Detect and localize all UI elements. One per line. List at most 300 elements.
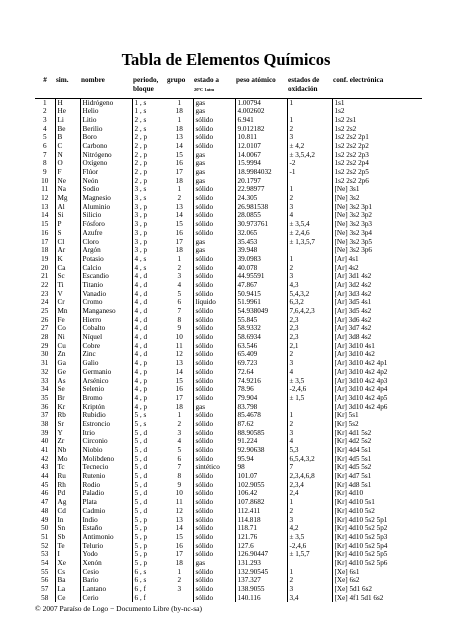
cell-electron-configuration: [Kr] 4d10 [332,489,422,498]
table-row [35,307,422,316]
cell-oxidation-states: 2,3,4 [287,481,332,490]
cell-electron-configuration: [Kr] 4d1 5s2 [332,429,422,438]
cell-number: 5 [42,133,47,142]
cell-state: gas [193,168,235,177]
cell-electron-configuration: [Ar] 3d10 4s2 4p1 [332,359,422,368]
cell-oxidation-states: 2 [287,576,332,585]
cell-atomic-weight: 79.904 [235,394,287,403]
cell-group: 11 [166,342,193,351]
cell-oxidation-states: 4 [287,211,332,220]
cell-group: 3 [166,585,193,594]
cell-group: 16 [166,385,193,394]
cell-number: 18 [41,246,49,255]
cell-atomic-weight: 54.938049 [235,307,287,316]
cell-name: Oxígeno [80,159,132,168]
cell-period-block: 4 , p [132,377,166,386]
cell-name: Yodo [80,550,132,559]
cell-symbol: Ga [55,359,80,368]
cell-symbol: Sc [55,272,80,281]
cell-symbol: Be [55,125,80,134]
cell-symbol: Nb [55,446,80,455]
cell-period-block: 5 , d [132,455,166,464]
cell-symbol: Ti [55,281,80,290]
cell-atomic-weight: 106.42 [235,489,287,498]
cell-period-block: 5 , d [132,446,166,455]
cell-number: 22 [41,280,49,289]
cell-group: 16 [166,542,193,551]
cell-state: gas [193,246,235,255]
table-row [35,385,422,394]
cell-atomic-weight: 51.9961 [235,298,287,307]
cell-atomic-weight: 138.9055 [235,585,287,594]
cell-state: sólido [193,472,235,481]
cell-oxidation-states: ± 1,3,5,7 [287,238,332,247]
cell-symbol: Si [55,211,80,220]
cell-symbol: Xe [55,559,80,568]
cell-symbol: Ar [55,246,80,255]
cell-group: 11 [166,498,193,507]
header-state-conditions: 20ºC 1atm [194,86,215,92]
cell-oxidation-states: 6,3,2 [287,298,332,307]
table-row [35,559,422,568]
cell-period-block: 4 , p [132,368,166,377]
cell-state: sólido [193,437,235,446]
cell-period-block: 4 , d [132,272,166,281]
cell-period-block: 2 , p [132,159,166,168]
table-row [35,498,422,507]
cell-symbol: Sr [55,420,80,429]
cell-name: Titanio [80,281,132,290]
cell-period-block: 4 , d [132,342,166,351]
cell-atomic-weight: 78.96 [235,385,287,394]
cell-name: Calcio [80,264,132,273]
cell-symbol: Cs [55,568,80,577]
cell-period-block: 4 , d [132,307,166,316]
cell-atomic-weight: 50.9415 [235,290,287,299]
cell-electron-configuration: [Ne] 3s2 3p6 [332,246,422,255]
cell-state: sólido [193,533,235,542]
cell-number: 6 [42,141,47,150]
cell-oxidation-states: ± 3,5 [287,533,332,542]
cell-oxidation-states: ± 4,2 [287,142,332,151]
cell-oxidation-states: 3 [287,203,332,212]
cell-group: 2 [166,420,193,429]
cell-electron-configuration: [Ne] 3s2 3p2 [332,211,422,220]
cell-name: Cobre [80,342,132,351]
cell-electron-configuration: [Ar] 3d2 4s2 [332,281,422,290]
cell-oxidation-states [287,107,332,116]
cell-period-block: 4 , d [132,290,166,299]
cell-number: 14 [41,211,49,220]
cell-group: 13 [166,516,193,525]
table-row [35,333,422,342]
cell-electron-configuration: [Kr] 4d10 5s2 5p2 [332,524,422,533]
cell-symbol: Tc [55,463,80,472]
cell-symbol: Ba [55,576,80,585]
cell-atomic-weight: 92.90638 [235,446,287,455]
cell-state: sólido [193,385,235,394]
cell-period-block: 5 , d [132,437,166,446]
cell-period-block: 4 , p [132,359,166,368]
cell-group: 17 [166,238,193,247]
cell-group: 13 [166,133,193,142]
table-row [35,238,422,247]
cell-period-block: 6 , f [132,594,166,603]
cell-number: 56 [41,576,49,585]
cell-number: 9 [42,168,47,176]
cell-symbol: Sn [55,524,80,533]
cell-atomic-weight: 102.9055 [235,481,287,490]
cell-name: Arsénico [80,377,132,386]
cell-electron-configuration: [Kr] 4d10 5s2 5p5 [332,550,422,559]
cell-symbol: V [55,290,80,299]
cell-state: líquido [193,298,235,307]
cell-period-block: 3 , p [132,229,166,238]
cell-atomic-weight: 140.116 [235,594,287,603]
cell-electron-configuration: [Kr] 4d4 5s1 [332,446,422,455]
cell-group: 18 [166,107,193,116]
cell-period-block: 4 , d [132,316,166,325]
cell-number: 47 [41,498,49,507]
cell-atomic-weight: 101.07 [235,472,287,481]
cell-symbol: C [55,142,80,151]
cell-electron-configuration: [Kr] 4d5 5s1 [332,455,422,464]
header-symbol: sim. [55,76,80,98]
cell-atomic-weight: 85.4678 [235,411,287,420]
cell-number: 53 [41,550,49,559]
table-row [35,394,422,403]
cell-electron-configuration: 1s2 2s2 2p5 [332,168,422,177]
cell-number: 29 [41,341,49,350]
cell-atomic-weight: 118.71 [235,524,287,533]
cell-name: Cromo [80,298,132,307]
cell-oxidation-states: 3 [287,585,332,594]
cell-name: Boro [80,133,132,142]
cell-state: sólido [193,272,235,281]
cell-symbol: S [55,229,80,238]
cell-group: 18 [166,559,193,568]
cell-symbol: Fe [55,316,80,325]
cell-symbol: Mn [55,307,80,316]
cell-state: sólido [193,255,235,264]
cell-name: Bario [80,576,132,585]
cell-state: sólido [193,394,235,403]
cell-symbol: Ne [55,177,80,186]
cell-period-block: 2 , p [132,151,166,160]
cell-atomic-weight: 127.6 [235,542,287,551]
cell-group: 13 [166,359,193,368]
cell-symbol: Ru [55,472,80,481]
table-row [35,576,422,585]
table-row [35,446,422,455]
cell-name: Rodio [80,481,132,490]
cell-atomic-weight: 72.64 [235,368,287,377]
cell-state: sólido [193,264,235,273]
cell-atomic-weight: 24.305 [235,194,287,203]
table-row [35,203,422,212]
cell-period-block: 3 , p [132,238,166,247]
table-row [35,568,422,577]
table-row [35,255,422,264]
cell-oxidation-states: 2,1 [287,342,332,351]
cell-group: 7 [166,463,193,472]
cell-symbol: Cu [55,342,80,351]
cell-period-block: 4 , d [132,281,166,290]
cell-oxidation-states: 2 [287,194,332,203]
cell-period-block: 2 , p [132,177,166,186]
cell-state: sólido [193,290,235,299]
cell-number: 13 [41,202,49,211]
cell-electron-configuration: [Kr] 5s1 [332,411,422,420]
cell-oxidation-states [287,246,332,255]
cell-electron-configuration: [Ar] 3d10 4s2 4p2 [332,368,422,377]
cell-electron-configuration: 1s2 2s2 2p6 [332,177,422,186]
cell-oxidation-states: 7 [287,463,332,472]
cell-electron-configuration: [Xe] 6s2 [332,576,422,585]
table-row [35,472,422,481]
cell-electron-configuration: [Ne] 3s2 3p3 [332,220,422,229]
table-row [35,107,422,116]
cell-symbol: Rh [55,481,80,490]
cell-number: 33 [41,376,49,385]
cell-symbol: Li [55,116,80,125]
cell-state: gas [193,159,235,168]
cell-name: Estaño [80,524,132,533]
cell-group: 12 [166,350,193,359]
cell-number: 37 [41,411,49,420]
cell-symbol: Sb [55,533,80,542]
cell-number: 43 [41,463,49,472]
cell-name: Rutenio [80,472,132,481]
cell-electron-configuration: [Ar] 4s2 [332,264,422,273]
cell-symbol: O [55,159,80,168]
cell-state: sólido [193,507,235,516]
cell-electron-configuration: [Kr] 4d10 5s2 5p4 [332,542,422,551]
cell-oxidation-states: 3 [287,359,332,368]
cell-oxidation-states: 4 [287,437,332,446]
cell-group: 8 [166,316,193,325]
cell-number: 1 [42,98,47,107]
cell-state: sólido [193,516,235,525]
cell-symbol: Ag [55,498,80,507]
cell-symbol: F [55,168,80,177]
cell-atomic-weight: 10.811 [235,133,287,142]
cell-period-block: 5 , p [132,516,166,525]
cell-period-block: 3 , p [132,220,166,229]
cell-period-block: 4 , p [132,394,166,403]
cell-number: 39 [41,428,49,437]
cell-name: Circonio [80,437,132,446]
cell-name: Vanadio [80,290,132,299]
table-row [35,533,422,542]
cell-state: sólido [193,342,235,351]
cell-symbol: Br [55,394,80,403]
table-row [35,185,422,194]
cell-group: 3 [166,429,193,438]
cell-atomic-weight: 14.0067 [235,151,287,160]
cell-atomic-weight: 74.9216 [235,377,287,386]
table-row [35,489,422,498]
cell-name: Cerio [80,594,132,603]
cell-name: Fósforo [80,220,132,229]
cell-name: Molibdeno [80,455,132,464]
cell-symbol: Ca [55,264,80,273]
cell-name: Litio [80,116,132,125]
cell-oxidation-states: 3,4 [287,594,332,603]
cell-oxidation-states: 1 [287,185,332,194]
cell-state: sólido [193,220,235,229]
cell-group: 2 [166,264,193,273]
cell-period-block: 5 , s [132,420,166,429]
cell-state: sólido [193,368,235,377]
cell-name: Helio [80,107,132,116]
cell-period-block: 5 , d [132,481,166,490]
cell-group: 13 [166,203,193,212]
cell-atomic-weight: 39.948 [235,246,287,255]
cell-oxidation-states: 2 [287,420,332,429]
table-row [35,516,422,525]
cell-state: sólido [193,576,235,585]
page-title: Tabla de Elementos Químicos [121,50,331,69]
cell-period-block: 3 , p [132,203,166,212]
cell-atomic-weight: 63.546 [235,342,287,351]
cell-symbol: Cl [55,238,80,247]
table-row [35,220,422,229]
cell-number: 10 [41,176,49,185]
table-row [35,524,422,533]
cell-atomic-weight: 131.293 [235,559,287,568]
header-oxidation-states: estados de oxidación [287,76,332,98]
cell-atomic-weight: 132.90545 [235,568,287,577]
elements-table-container [35,76,422,602]
table-row [35,542,422,551]
cell-state: sólido [193,316,235,325]
table-row [35,437,422,446]
cell-number: 49 [41,515,49,524]
cell-state: gas [193,98,235,107]
cell-period-block: 4 , d [132,298,166,307]
cell-state: sólido [193,125,235,134]
table-row [35,272,422,281]
table-row [35,463,422,472]
cell-electron-configuration: [Ar] 3d10 4s2 4p6 [332,403,422,412]
cell-oxidation-states [287,403,332,412]
cell-oxidation-states: 1 [287,411,332,420]
cell-oxidation-states: 2 [287,125,332,134]
cell-state: sólido [193,429,235,438]
cell-oxidation-states: ± 3,5,4,2 [287,151,332,160]
cell-state: sólido [193,211,235,220]
cell-atomic-weight: 121.76 [235,533,287,542]
cell-number: 55 [41,567,49,576]
cell-electron-configuration: 1s2 2s2 2p1 [332,133,422,142]
cell-electron-configuration: [Kr] 4d2 5s2 [332,437,422,446]
cell-period-block: 4 , d [132,324,166,333]
cell-name: Telurio [80,542,132,551]
table-row [35,177,422,186]
cell-name: Cadmio [80,507,132,516]
cell-number: 44 [41,472,49,481]
cell-name: Nitrógeno [80,151,132,160]
cell-oxidation-states: ± 3,5,4 [287,220,332,229]
cell-name: Manganeso [80,307,132,316]
cell-name: Itrio [80,429,132,438]
cell-electron-configuration: [Ne] 3s2 3p5 [332,238,422,247]
cell-number: 4 [42,124,47,133]
cell-state: sólido [193,359,235,368]
cell-period-block: 5 , p [132,542,166,551]
cell-period-block: 4 , d [132,333,166,342]
cell-period-block: 1 , s [132,107,166,116]
cell-group: 7 [166,307,193,316]
cell-name: Lantano [80,585,132,594]
cell-oxidation-states: 2,3,4,6,8 [287,472,332,481]
cell-oxidation-states: 1 [287,98,332,107]
cell-number: 52 [41,541,49,550]
cell-oxidation-states: -1 [287,168,332,177]
cell-oxidation-states: 2,3 [287,333,332,342]
table-row [35,281,422,290]
cell-state: sólido [193,203,235,212]
cell-electron-configuration: [Xe] 4f1 5d1 6s2 [332,594,422,603]
cell-group: 15 [166,377,193,386]
table-row [35,159,422,168]
cell-oxidation-states: 1 [287,255,332,264]
cell-name: Niobio [80,446,132,455]
cell-symbol: P [55,220,80,229]
cell-state: sólido [193,481,235,490]
cell-number: 28 [41,333,49,342]
cell-number: 51 [41,532,49,541]
header-state-label: estado a [194,76,219,84]
cell-oxidation-states: 1 [287,498,332,507]
header-group: grupo [166,76,193,98]
cell-symbol: Zn [55,350,80,359]
cell-period-block: 5 , p [132,550,166,559]
table-row [35,168,422,177]
cell-group: 9 [166,324,193,333]
cell-atomic-weight: 12.0107 [235,142,287,151]
cell-group: 18 [166,246,193,255]
cell-oxidation-states: 1 [287,568,332,577]
cell-symbol: Se [55,385,80,394]
cell-period-block: 3 , p [132,211,166,220]
cell-group [166,594,193,603]
cell-electron-configuration: 1s2 2s2 2p2 [332,142,422,151]
cell-oxidation-states: 5,4,3,2 [287,290,332,299]
cell-state: gas [193,177,235,186]
cell-period-block: 4 , d [132,350,166,359]
cell-symbol: Mo [55,455,80,464]
cell-electron-configuration: [Xe] 6s1 [332,568,422,577]
elements-table [35,76,422,602]
cell-group: 9 [166,481,193,490]
cell-period-block: 5 , d [132,507,166,516]
cell-number: 54 [41,558,49,567]
cell-oxidation-states: 3 [287,429,332,438]
cell-name: Sodio [80,185,132,194]
cell-state: sólido [193,446,235,455]
table-row [35,264,422,273]
cell-state: gas [193,107,235,116]
cell-number: 41 [41,446,49,454]
cell-number: 20 [41,263,49,272]
cell-oxidation-states: ± 2,4,6 [287,229,332,238]
cell-state: gas [193,559,235,568]
cell-name: Galio [80,359,132,368]
table-row [35,324,422,333]
cell-period-block: 5 , s [132,411,166,420]
